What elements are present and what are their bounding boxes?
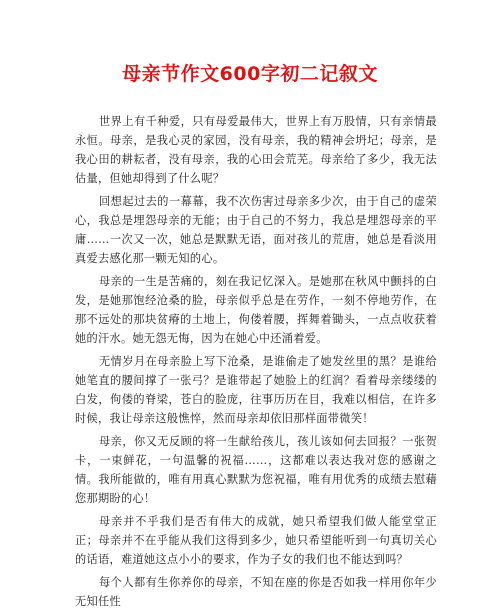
paragraph: 母亲并不乎我们是否有伟大的成就，她只希望我们做人能堂堂正正；母亲并不在乎能从我们这得到多少，她只希望能听到一句真切关心的话语，难道她这点小小的要求，作为子女的我们也不能达到吗？ (75, 515, 437, 566)
paragraph: 无情岁月在母亲脸上写下沧桑，是谁偷走了她发丝里的黑？是谁给她笔直的腰间撑了一张弓？是谁带起了她脸上的红润？看着母亲缕缕的白发，佝偻的脊梁，苍白的脸庞，往事历历在目，我难以相信，在许多时候，我让母亲这般憔悴，然而母亲却依旧那样面带微笑！ (75, 355, 437, 425)
paragraph: 每个人都有生你养你的母亲，不知在座的你是否如我一样用你年少无知任性 (75, 576, 437, 608)
paragraph: 母亲，你又无反顾的将一生献给孩儿，孩儿该如何去回报？一张贺卡，一束鲜花，一句温馨的祝福……，这都难以表达我对您的感谢之情。我所能做的，唯有用真心默默为您祝福，唯有用优秀的成绩去慰藉您那期盼的心！ (75, 435, 437, 505)
paragraph: 母亲的一生是苦痛的，刻在我记忆深入。是她那在秋风中颤抖的白发，是她那饱经沧桑的脸，母亲似乎总是在劳作，一刻不停地劳作，在那不远处的那块贫瘠的土地上，佝偻着腰，挥舞着锄头，一点点收获着她的汗水。她无怨无悔，因为在她心中还涌着爱。 (75, 275, 437, 345)
document-body (75, 112, 437, 615)
paragraph: 回想起过去的一幕幕，我不次伤害过母亲多少次，由于自己的虚荣心，我总是埋怨母亲的无能；由于自己的不努力，我总是埋怨母亲的平庸……一次又一次，她总是默默无语，面对孩儿的荒唐，她总是看淡用真爱去感化那一颗无知的心。 (75, 195, 437, 265)
paragraph: 世界上有千种爱，只有母爱最伟大，世界上有万股情，只有亲情最永恒。母亲，是我心灵的家园，没有母亲，我的精神会坍圮；母亲，是我心田的耕耘者，没有母亲，我的心田会荒芜。母亲给了多少，我无法估量，但她却得到了什么呢？ (75, 115, 437, 185)
document-title: 母亲节作文600字初二记叙文 (122, 63, 378, 85)
